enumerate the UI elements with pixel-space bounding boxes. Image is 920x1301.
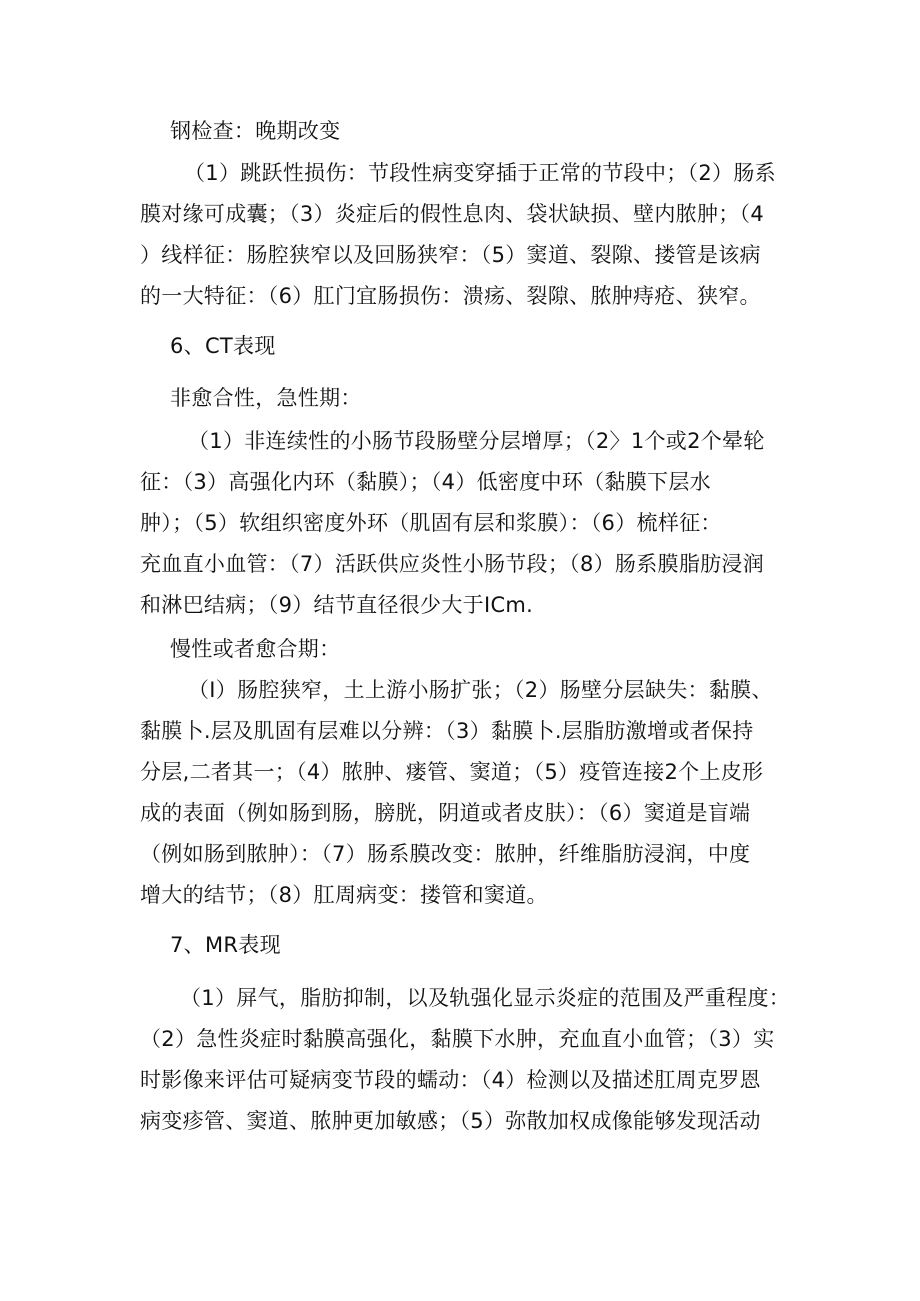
paragraph-line: 黏膜卜.层及肌固有层难以分辨：（3）黏膜卜.层脂肪激增或者保持 — [140, 719, 754, 743]
paragraph-line: 成的表面（例如肠到肠，膀胱，阴道或者皮肤）：（6）窦道是盲端 — [140, 801, 751, 825]
paragraph-line: （2）急性炎症时黏膜高强化，黏膜下水肿，充血直小血管；（3）实 — [140, 1027, 775, 1051]
heading-late-changes: 钢检查：晚期改变 — [170, 119, 341, 143]
subheading-chronic: 慢性或者愈合期： — [170, 637, 341, 661]
paragraph-line: （例如肠到脓肿）：（7）肠系膜改变：脓肿，纤维脂肪浸润，中度 — [140, 842, 751, 866]
section-heading-mr: 7、MR表现 — [170, 933, 281, 957]
paragraph-line: 病变疹管、窦道、脓肿更加敏感；（5）弥散加权成像能够发现活动 — [140, 1109, 761, 1133]
paragraph-line: 征：（3）高强化内环（黏膜）；（4）低密度中环（黏膜下层水 — [140, 470, 711, 494]
paragraph-line: 增大的结节；（8）肛周病变：搂管和窦道。 — [140, 883, 548, 907]
paragraph-line: （1）跳跃性损伤：节段性病变穿插于正常的节段中；（2）肠系 — [184, 161, 776, 185]
subheading-acute: 非愈合性，急性期： — [170, 386, 362, 410]
paragraph-line: 和淋巴结病；（9）结节直径很少大于ICm. — [140, 593, 534, 617]
paragraph-line: ）线样征：肠腔狭窄以及回肠狭窄：（5）窦道、裂隙、搂管是该病 — [140, 243, 761, 267]
paragraph-line: 充血直小血管：（7）活跃供应炎性小肠节段；（8）肠系膜脂肪浸润 — [140, 552, 765, 576]
paragraph-line: 的一大特征：（6）肛门宜肠损伤：溃疡、裂隙、脓肿痔疮、狭窄。 — [140, 284, 761, 308]
paragraph-line: 时影像来评估可疑病变节段的蠕动：（4）检测以及描述肛周克罗恩 — [140, 1068, 761, 1092]
paragraph-line: 膜对缘可成囊；（3）炎症后的假性息肉、袋状缺损、壁内脓肿；（4 — [140, 202, 765, 226]
paragraph-line: 肿）；（5）软组织密度外环（肌固有层和浆膜）：（6）梳样征： — [140, 511, 722, 535]
paragraph-line: （1）屏气，脂肪抑制，以及轨强化显示炎症的范围及严重程度： — [180, 986, 791, 1010]
section-heading-ct: 6、CT表现 — [170, 334, 276, 358]
paragraph-line: 分层,二者其一；（4）脓肿、瘘管、窦道；（5）疫管连接2个上皮形 — [140, 760, 764, 784]
paragraph-line: （1）非连续性的小肠节段肠壁分层增厚；（2〉1个或2个晕轮 — [188, 429, 765, 453]
paragraph-line: （I）肠腔狭窄，土上游小肠扩张；（2）肠壁分层缺失：黏膜、 — [188, 678, 773, 702]
